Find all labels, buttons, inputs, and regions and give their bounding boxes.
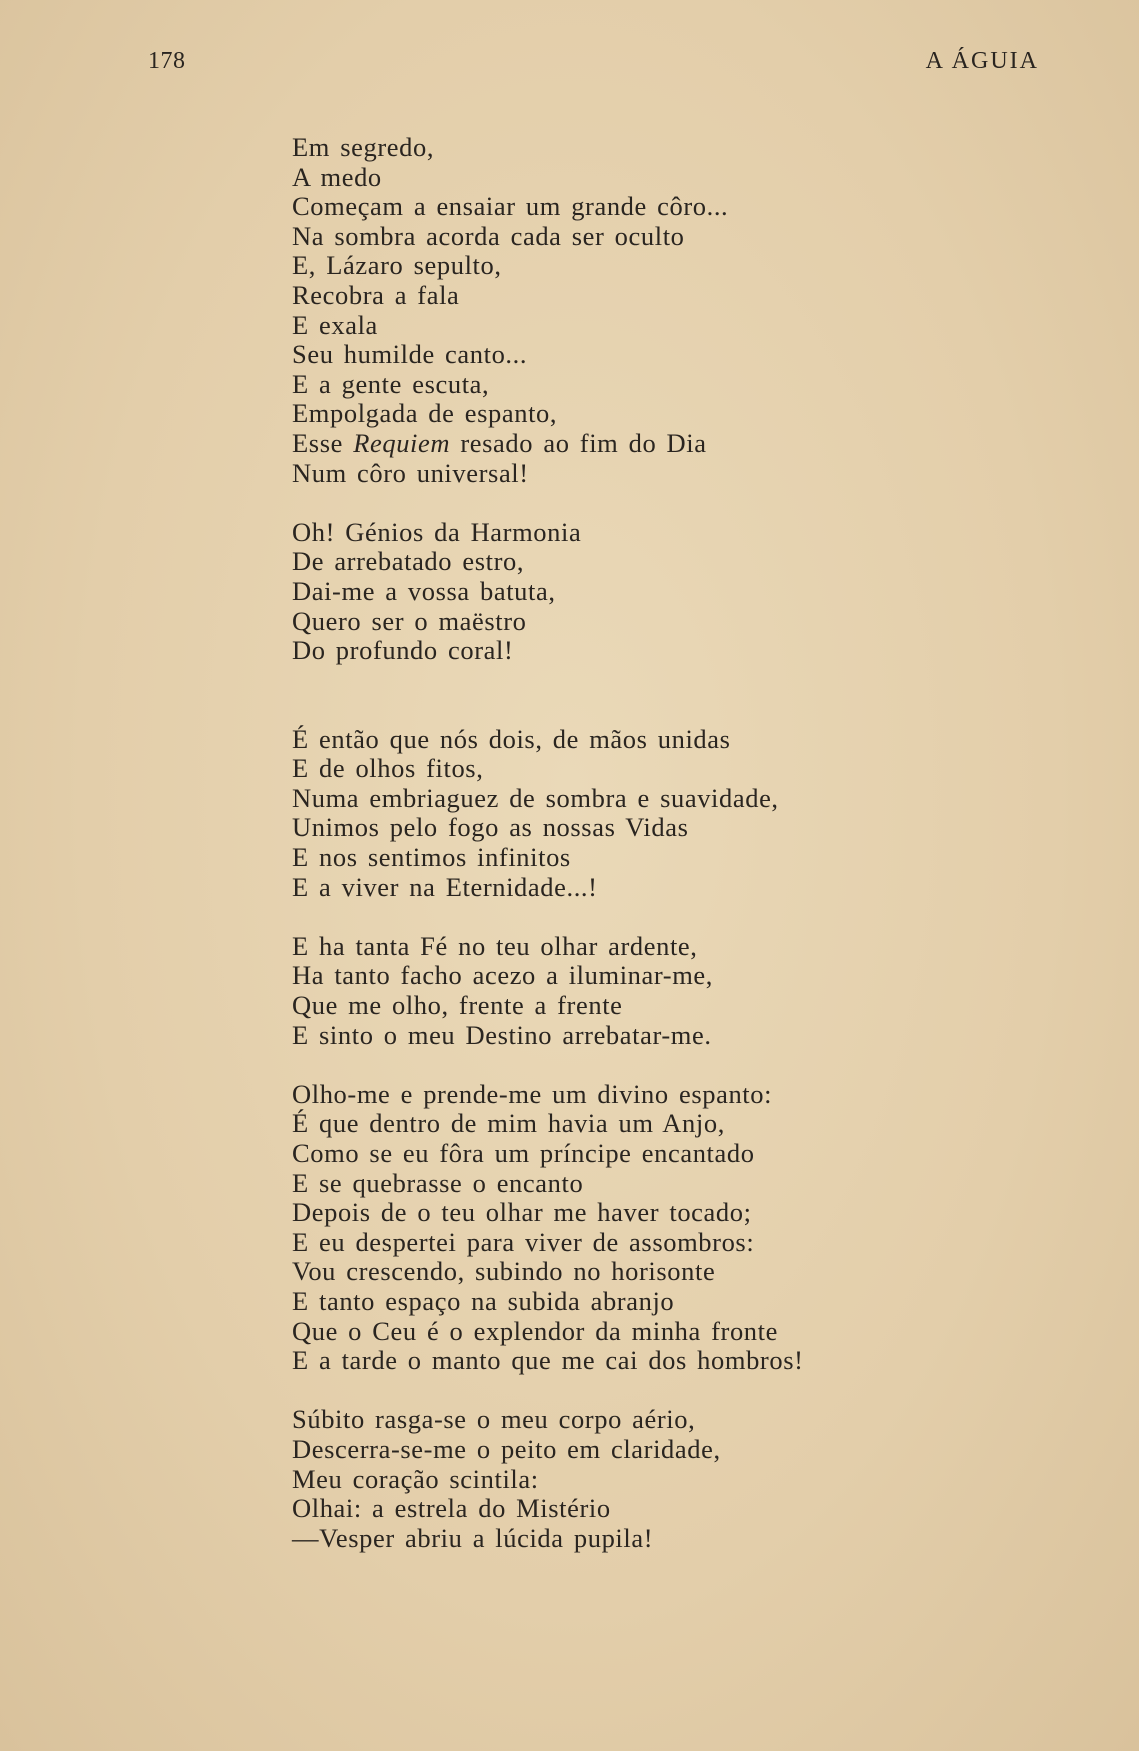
poem-line: E a gente escuta, (292, 368, 490, 399)
poem-line: É então que nós dois, de mãos unidas (292, 723, 731, 754)
poem-line: Meu coração scintila: (292, 1463, 539, 1494)
poem-line: E sinto o meu Destino arrebatar-me. (292, 1019, 712, 1050)
poem-line: E a viver na Eternidade...! (292, 871, 598, 902)
poem-line: —Vesper abriu a lúcida pupila! (292, 1522, 654, 1553)
poem-line: A medo (292, 161, 382, 192)
poem-line-after: resado ao fim do Dia (450, 427, 707, 458)
stanza-5 (292, 1080, 1072, 1376)
poem-line: E se quebrasse o encanto (292, 1167, 584, 1198)
poem-line: Oh! Génios da Harmonia (292, 516, 582, 547)
poem-line: Dai-me a vossa batuta, (292, 575, 556, 606)
poem-line: Olho-me e prende-me um divino espanto: (292, 1078, 773, 1109)
poem-line: E exala (292, 309, 378, 340)
poem-line: Ha tanto facho acezo a iluminar-me, (292, 960, 714, 991)
poem-line: É que dentro de mim havia um Anjo, (292, 1108, 725, 1139)
stanza-3 (292, 725, 1072, 903)
poem-line: E a tarde o manto que me cai dos hombros! (292, 1345, 804, 1376)
stanza-1 (292, 133, 1072, 488)
poem-line: E, Lázaro sepulto, (292, 250, 502, 281)
poem-line: Seu humilde canto... (292, 339, 528, 370)
poem-line: E eu despertei para viver de assombros: (292, 1226, 755, 1257)
stanza-4 (292, 932, 1072, 1050)
poem-line-before: Esse (292, 427, 354, 458)
stanza-6 (292, 1405, 1072, 1553)
poem-line: Que o Ceu é o explendor da minha fronte (292, 1315, 778, 1346)
poem-line: Recobra a fala (292, 279, 460, 310)
poem-line: Como se eu fôra um príncipe encantado (292, 1138, 755, 1168)
poem-line: Começam a ensaiar um grande côro... (292, 191, 729, 222)
poem-line: Numa embriaguez de sombra e suavidade, (292, 782, 779, 813)
poem-line: Em segredo, (292, 132, 435, 162)
poem-line: Súbito rasga-se o meu corpo aério, (292, 1404, 696, 1435)
poem-line: Do profundo coral! (292, 635, 514, 666)
poem-line: Num côro universal! (292, 457, 529, 488)
poem-line: Que me olho, frente a frente (292, 990, 623, 1021)
poem-line-with-italic (292, 429, 1072, 459)
italic-word-requiem: Requiem (353, 427, 451, 458)
poem-line: Unimos pelo fogo as nossas Vidas (292, 812, 689, 843)
page-number: 178 (148, 48, 186, 74)
poem-line: De arrebatado estro, (292, 546, 525, 577)
poem-line: Empolgada de espanto, (292, 398, 558, 429)
poem-line: Quero ser o maëstro (292, 605, 527, 636)
poem-line: Na sombra acorda cada ser oculto (292, 220, 685, 251)
poem-line: E ha tanta Fé no teu olhar ardente, (292, 930, 698, 961)
stanza-2 (292, 518, 1072, 666)
poem-line: Descerra-se-me o peito em claridade, (292, 1433, 721, 1464)
poem-line: Depois de o teu olhar me haver tocado; (292, 1197, 752, 1228)
poem-line: E de olhos fitos, (292, 753, 484, 784)
poem-line: E nos sentimos infinitos (292, 842, 571, 873)
running-title: A ÁGUIA (925, 48, 1039, 74)
poem (292, 133, 1072, 1583)
poem-line: Vou crescendo, subindo no horisonte (292, 1256, 716, 1287)
poem-line: Olhai: a estrela do Mistério (292, 1493, 611, 1524)
poem-line: E tanto espaço na subida abranjo (292, 1285, 675, 1316)
